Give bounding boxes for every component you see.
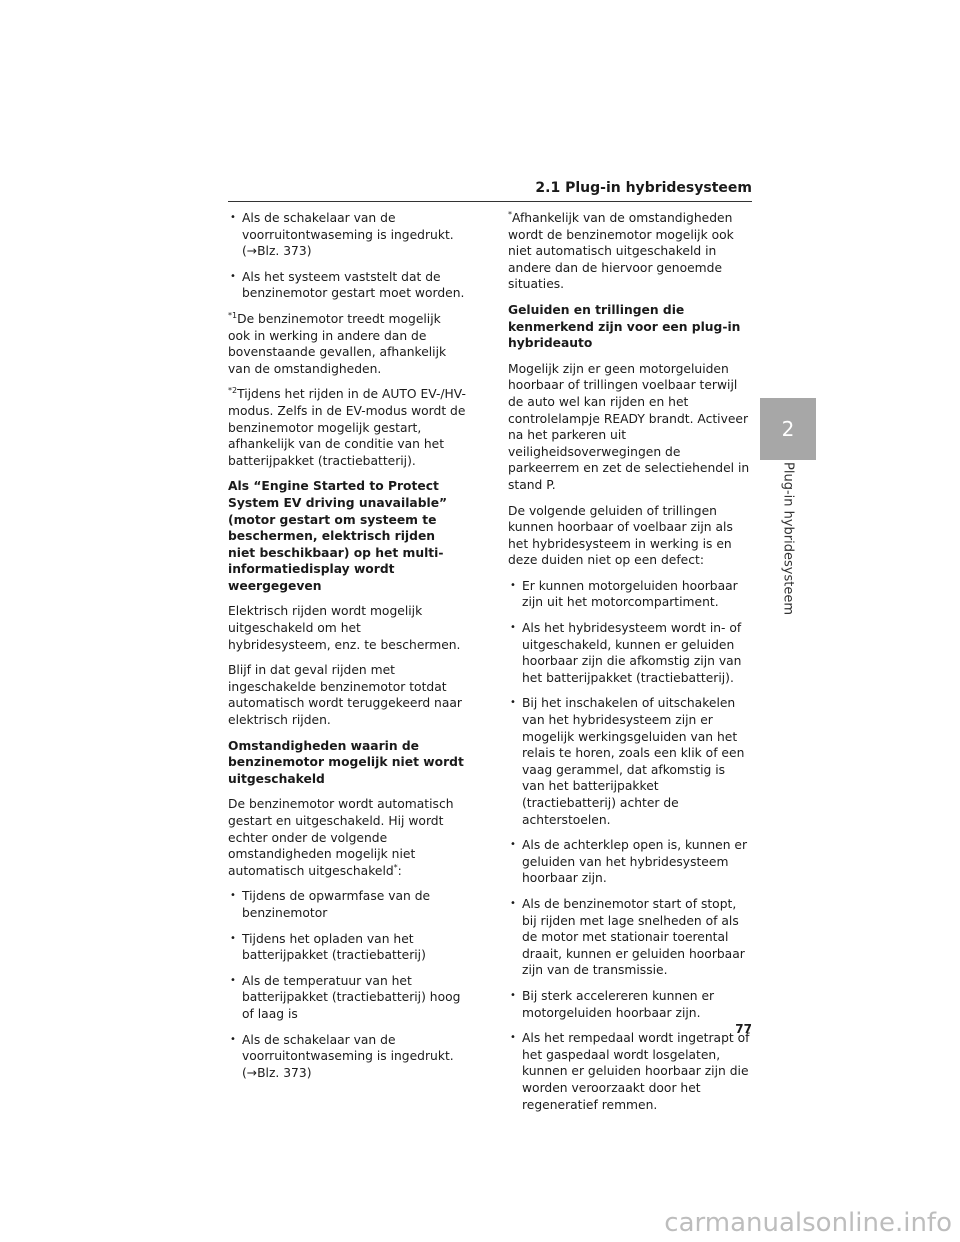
footnote-mark: *: [393, 862, 398, 872]
paragraph: Elektrisch rijden wordt mogelijk uitgeschakeld om het hybridesysteem, enz. te beschermen.: [228, 604, 461, 652]
footnote-1: $^{*1}$De benzinemotor treedt mogelijk ook in werking in andere dan de bovenstaande gevallen, afhankelijk van de omstandigheden.: [228, 310, 447, 376]
list-item: • Als het hybridesysteem wordt in- of uitgeschakeld, kunnen er geluiden hoorbaar zijn die afkomstig zijn van het batterijpakket (tractiebatterij).: [508, 620, 750, 686]
list-item: • Als de schakelaar van de voorruitontwaseming is ingedrukt. (→Blz. 373): [228, 1032, 466, 1082]
list-item: • Als de benzinemotor start of stopt, bij rijden met lage snelheden of als de motor met stationair toerental draait, kunnen er geluiden hoorbaar zijn van de transmissie.: [508, 896, 750, 979]
list-item: • Als de schakelaar van de voorruitontwaseming is ingedrukt. (→Blz. 373): [228, 210, 466, 260]
subheading-engine-started: Als “Engine Started to Protect System EV driving unavailable” (motor gestart om systeem te beschermen, elektrisch rijden niet beschikbaar) op het multi-informatiedisplay wordt weergegeven: [228, 479, 448, 593]
list-item: • Als de achterklep open is, kunnen er geluiden van het hybridesysteem hoorbaar zijn.: [508, 837, 750, 887]
footnote-mark: *2: [228, 386, 238, 396]
left-column: [228, 210, 466, 1090]
list-item: • Als het systeem vaststelt dat de benzinemotor gestart moet worden.: [228, 269, 466, 302]
chapter-tab[interactable]: [760, 398, 816, 460]
subheading-engine-not-stopped: Omstandigheden waarin de benzinemotor mogelijk niet wordt uitgeschakeld: [228, 738, 464, 786]
paragraph: De volgende geluiden of trillingen kunnen hoorbaar of voelbaar zijn als het hybridesysteem in werking is en deze duiden niet op een defect:: [508, 503, 733, 568]
paragraph: De benzinemotor wordt automatisch gestart en uitgeschakeld. Hij wordt echter onder de volgende omstandigheden mogelijk niet automatisch uitgeschakeld*:: [228, 797, 454, 878]
watermark: carmanualsonline.info: [664, 1208, 952, 1238]
list-item: • Tijdens het opladen van het batterijpakket (tractiebatterij): [228, 931, 466, 964]
subheading-noise-vibration: Geluiden en trillingen die kenmerkend zijn voor een plug-in hybrideauto: [508, 302, 741, 351]
list-item: • Bij het inschakelen of uitschakelen van het hybridesysteem zijn er mogelijk werkingsgeluiden van het relais te horen, zoals een klik of een vaag gerammel, dat afkomstig is van het batterijpakket (tractiebatterij) achter de achterstoelen.: [508, 695, 750, 828]
footnote-2: $^{*2}$Tijdens het rijden in de AUTO EV-/HV-modus. Zelfs in de EV-modus wordt de benzinemotor mogelijk gestart, afhankelijk van de conditie van het batterijpakket (tractiebatterij).: [228, 386, 466, 468]
list-item: • Er kunnen motorgeluiden hoorbaar zijn uit het motorcompartiment.: [508, 578, 750, 611]
page-number: 77: [735, 1022, 752, 1036]
chapter-side-label: Plug-in hybridesysteem: [780, 462, 796, 616]
list-item: • Bij sterk accelereren kunnen er motorgeluiden hoorbaar zijn.: [508, 988, 750, 1021]
bullet-list-2: [228, 888, 466, 1081]
paragraph: Blijf in dat geval rijden met ingeschakelde benzinemotor totdat automatisch wordt teruggekeerd naar elektrisch rijden.: [228, 663, 462, 728]
footnote-mark: *: [508, 209, 512, 219]
list-item: • Als de temperatuur van het batterijpakket (tractiebatterij) hoog of laag is: [228, 973, 466, 1023]
footnote-mark: *1: [228, 310, 238, 320]
chapter-number: 2: [781, 417, 795, 441]
list-item: • Tijdens de opwarmfase van de benzinemotor: [228, 888, 466, 921]
bullet-list-1: [228, 210, 466, 302]
paragraph: Mogelijk zijn er geen motorgeluiden hoorbaar of trillingen voelbaar terwijl de auto wel kan rijden en het controlelampje READY brandt. Activeer na het parkeren uit veiligheidsoverwegingen de parkeerrem en zet de selectiehendel in stand P.: [508, 361, 750, 492]
right-column: [508, 210, 750, 1122]
list-item: • Als het rempedaal wordt ingetrapt of het gaspedaal wordt losgelaten, kunnen er geluiden hoorbaar zijn die worden veroorzaakt door het regeneratief remmen.: [508, 1030, 750, 1113]
section-header: 2.1 Plug-in hybridesysteem: [228, 180, 752, 202]
footnote: *Afhankelijk van de omstandigheden wordt de benzinemotor mogelijk ook niet automatisch uitgeschakeld in andere dan de hiervoor genoemde situaties.: [508, 209, 734, 292]
